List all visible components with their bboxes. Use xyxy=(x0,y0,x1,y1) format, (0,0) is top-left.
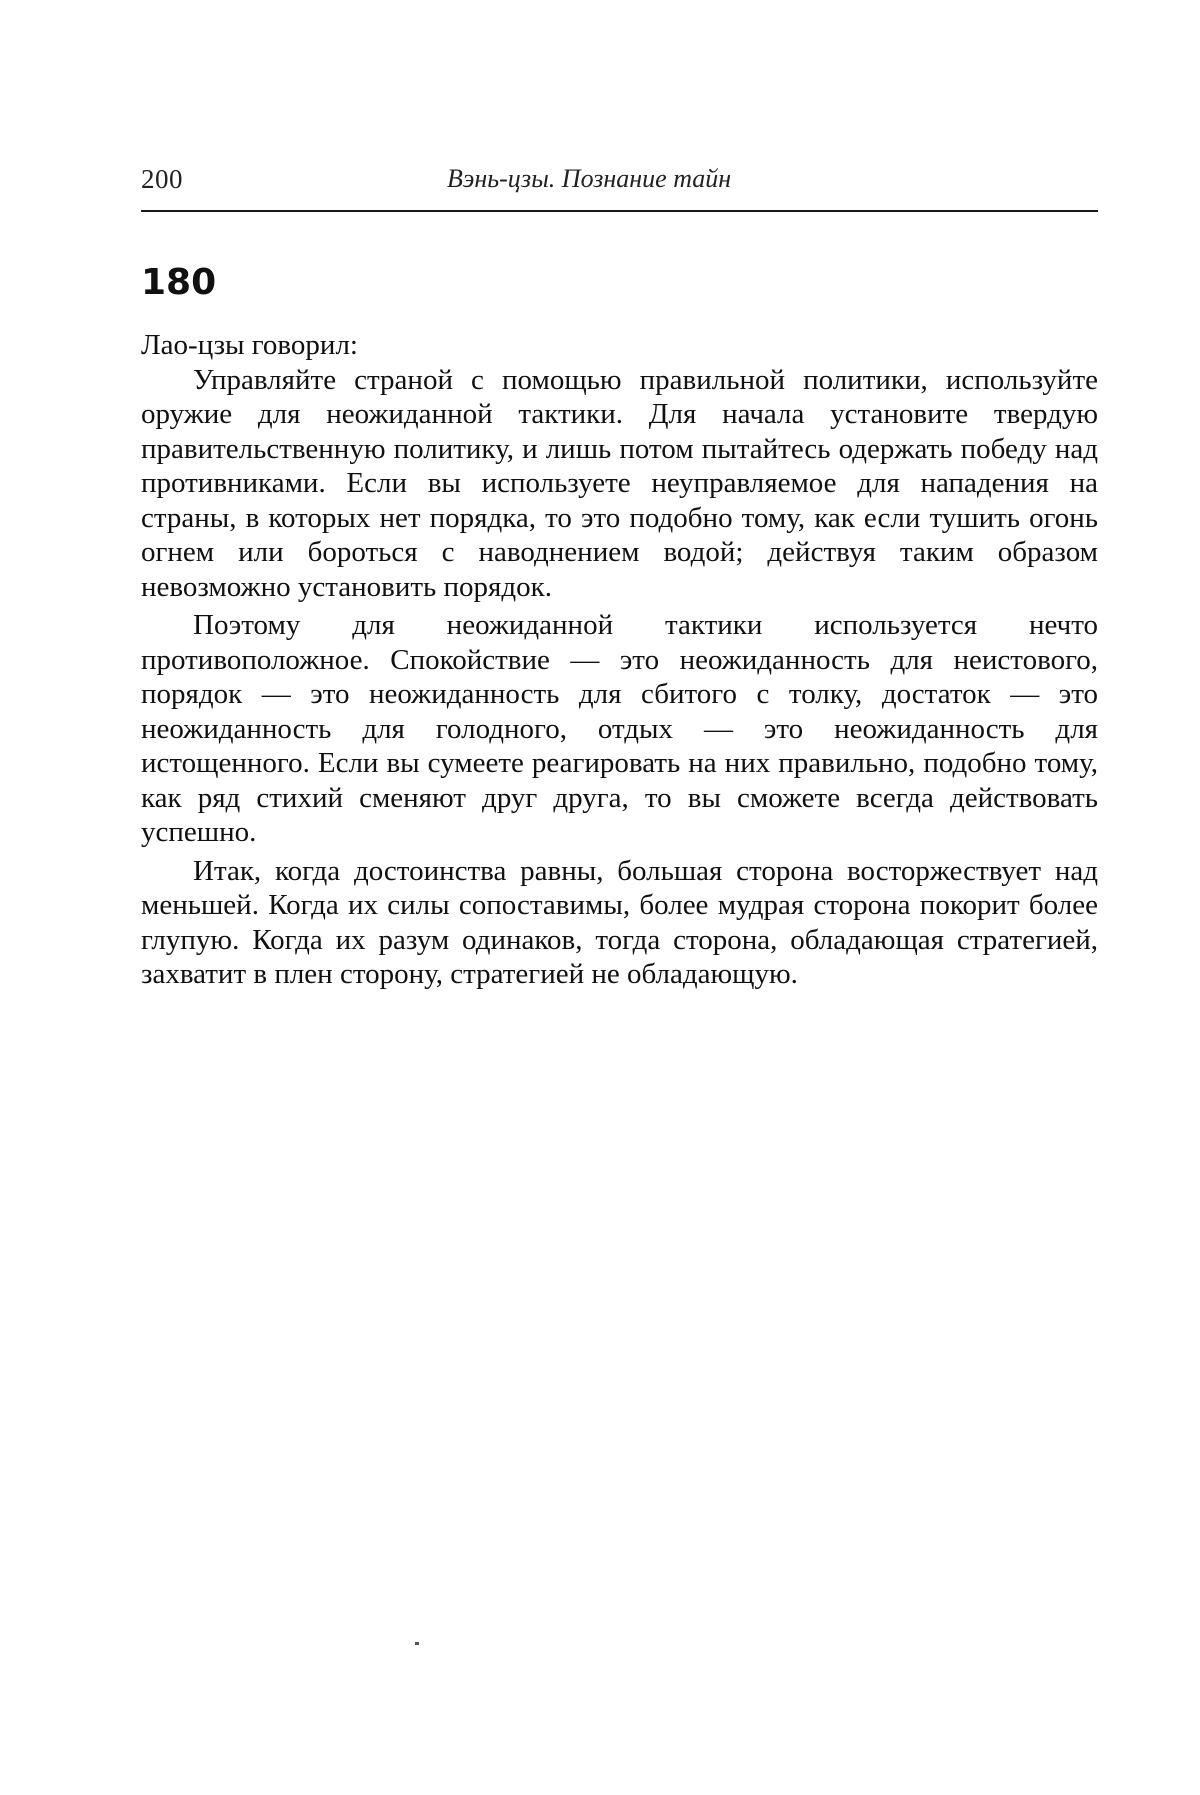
running-head xyxy=(141,150,1098,194)
page-number: 200 xyxy=(141,164,183,194)
header-rule xyxy=(141,210,1098,212)
chapter-number: 180 xyxy=(141,262,217,303)
paragraph-intro: Лао-цзы говорил: xyxy=(141,329,358,361)
paragraph: Итак, когда достоинства равны, большая сторона восторжествует над меньшей. Когда их силы сопоставимы, более мудрая сторона покорит более глупую. Когда их разум одинаков, тогда сторона, обладающая стратегией, захватит в плен сторону, стратегией не обладающую. xyxy=(141,854,1098,990)
paragraph: Управляйте страной с помощью правильной политики, используйте оружие для неожиданной тактики. Для начала установите твердую правительственную политику, и лишь потом пытайтесь одержать победу над противниками. Если вы используете неуправляемое для нападения на страны, в которых нет порядка, то это подобно тому, как если тушить огонь огнем или бороться с наводнением водой; действуя таким образом невозможно установить порядок. xyxy=(141,363,1098,603)
scan-speck xyxy=(415,1642,419,1645)
running-head-title: Вэнь-цзы. Познание тайн xyxy=(447,164,732,193)
chapter-text xyxy=(141,328,1098,996)
book-page xyxy=(141,150,1098,990)
paragraph: Поэтому для неожиданной тактики используется нечто противоположное. Спокойствие — это неожиданность для неистового, порядок — это неожиданность для сбитого с толку, достаток — это неожиданность для голодного, отдых — это неожиданность для истощенного. Если вы сумеете реагировать на них правильно, подобно тому, как ряд стихий сменяют друг друга, то вы сможете всегда действовать успешно. xyxy=(141,609,1098,848)
